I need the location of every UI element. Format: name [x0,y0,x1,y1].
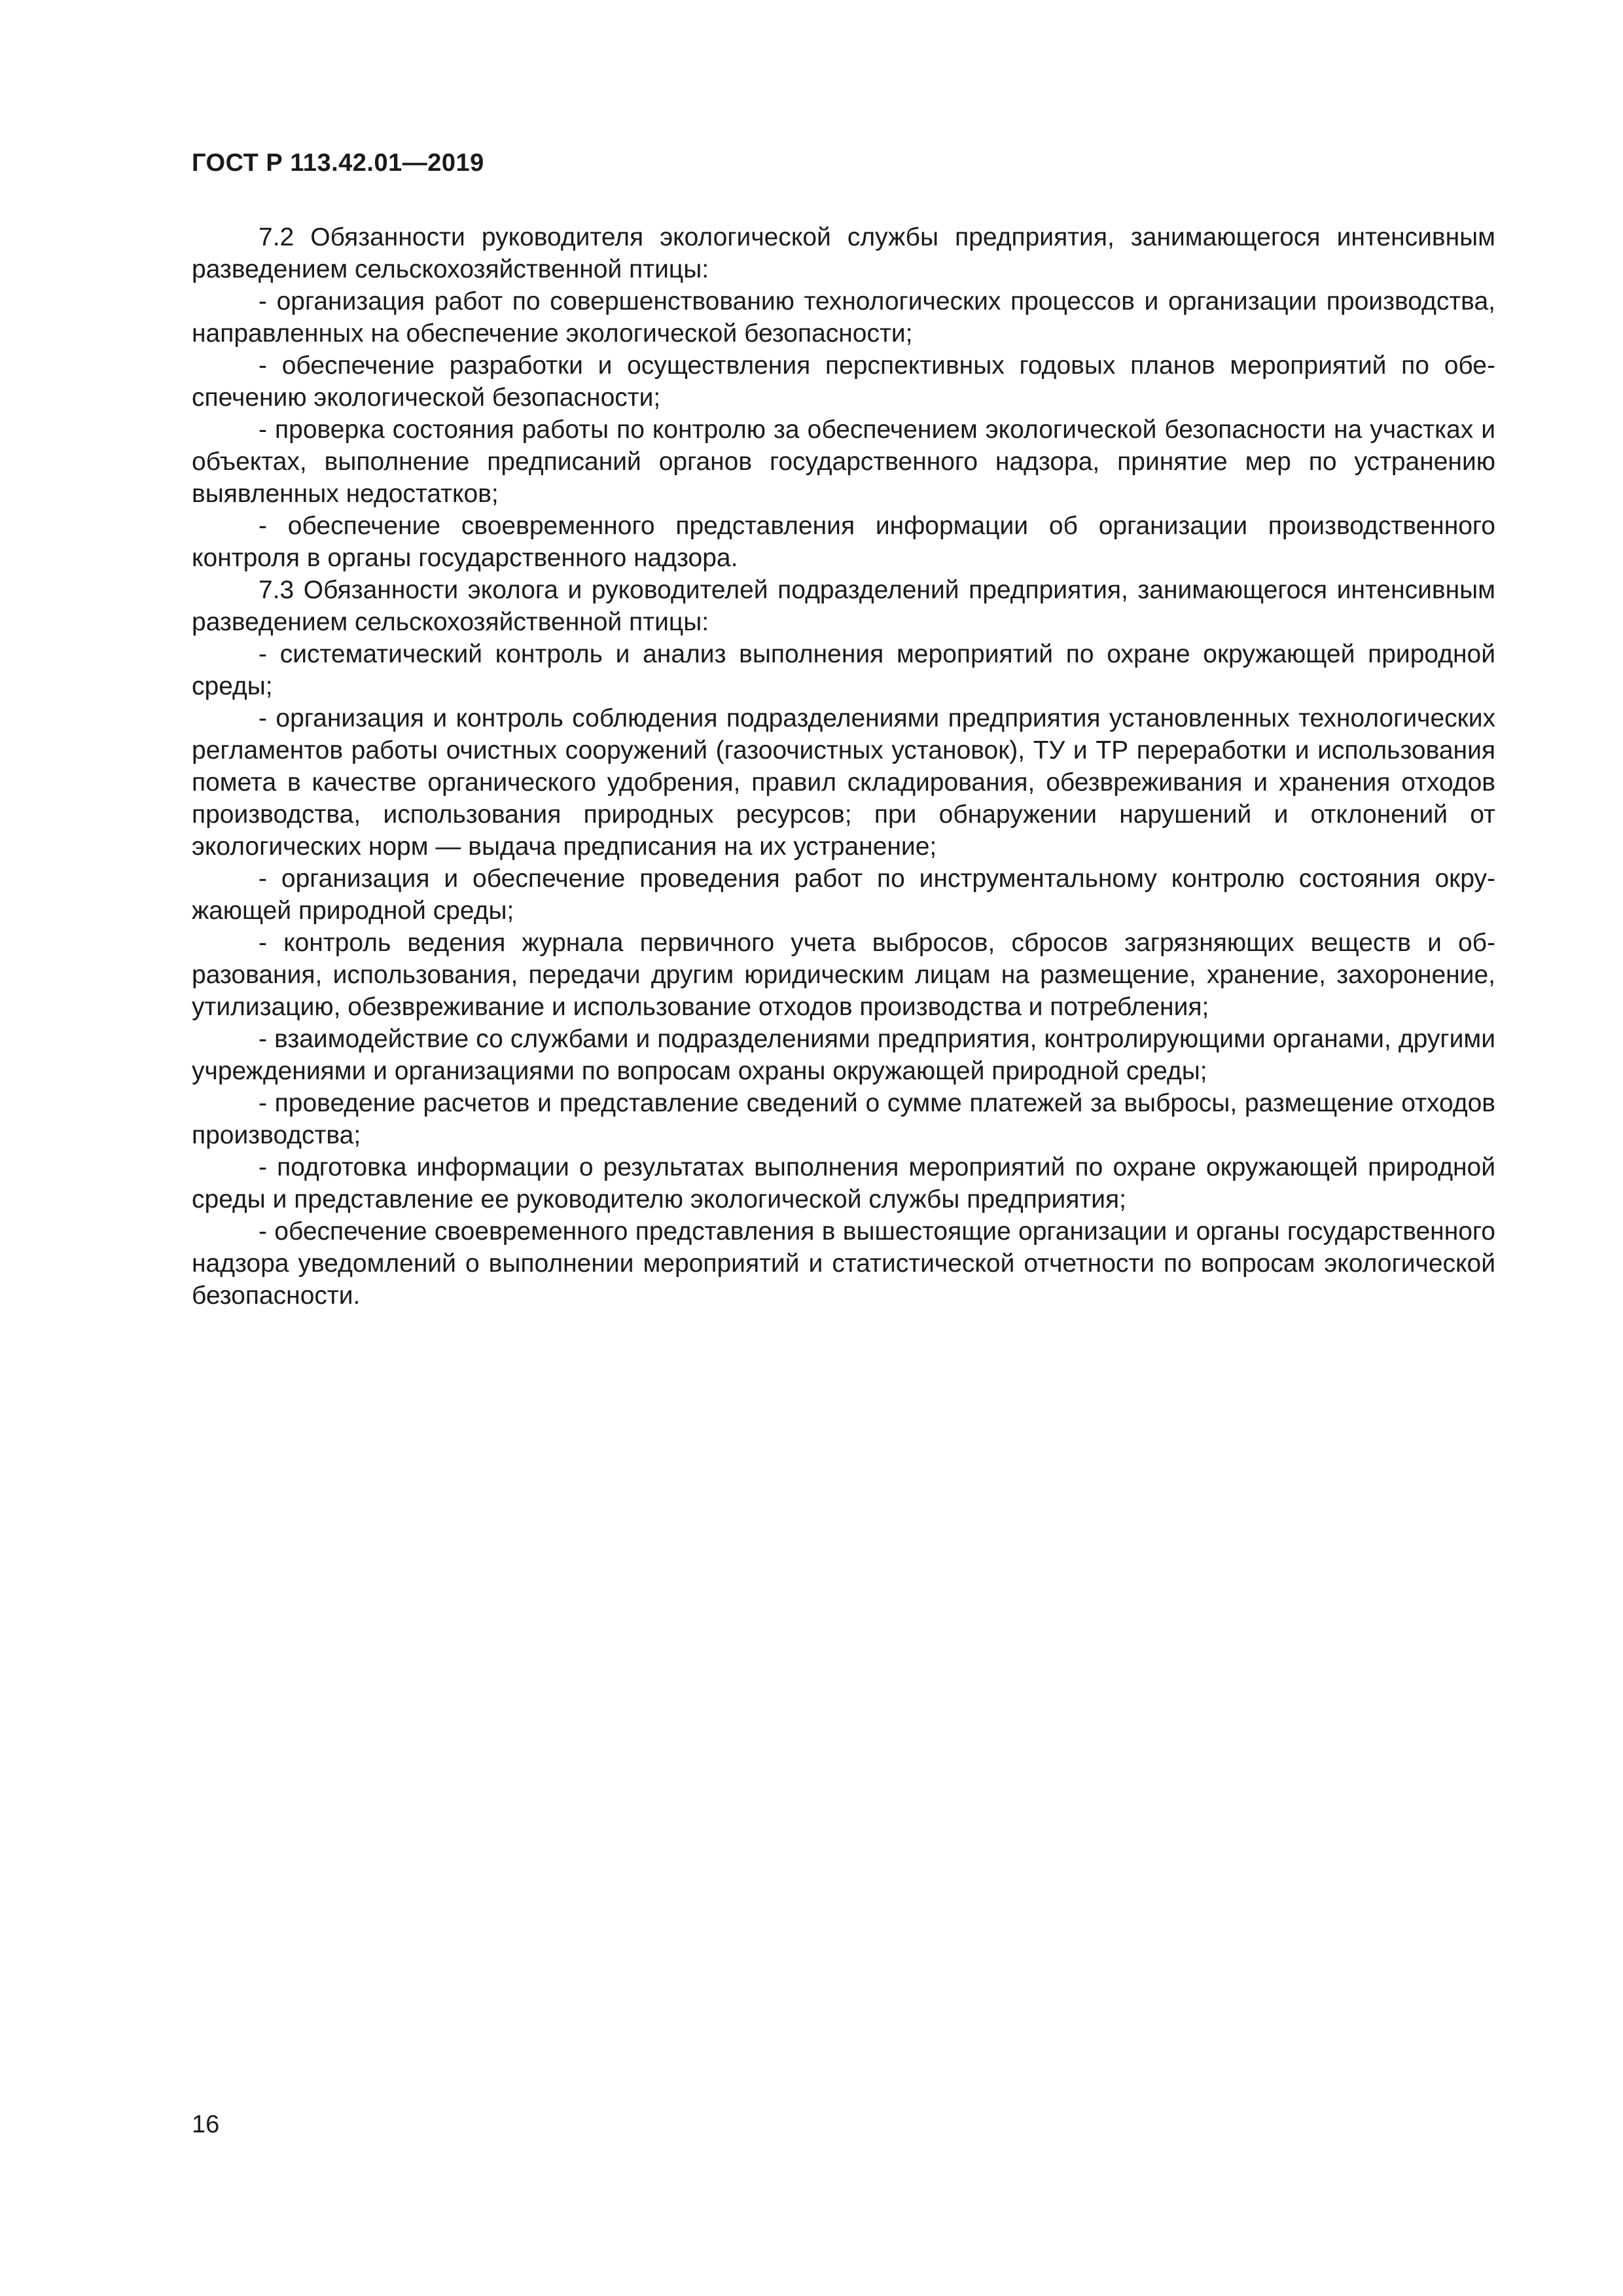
section-7-3-intro: 7.3 Обязанности эколога и руководителей подразделений предприятия, занимающегося интенсивным разведением сельскохозяйственной птицы: [192,576,1495,636]
section-7-3-item: - контроль ведения журнала первичного учета выбросов, сбросов загрязняющих веществ и образования, использования, передачи другим юридическим лицам на размещение, хранение, захоронение, утилизацию, обезвреживание и использование отходов производства и потребления; [192,929,1495,1021]
section-7-3-item: - подготовка информации о результатах выполнения мероприятий по охране окружающей природной среды и представление ее руководителю экологической службы предприятия; [192,1153,1495,1213]
section-7-3-item: - организация и обеспечение проведения работ по инструментальному контролю состояния окружающей природной среды; [192,865,1495,925]
section-7-2-item: - обеспечение своевременного представления информации об организации производственного контроля в органы государственного надзора. [192,512,1495,572]
section-7-3-item: - организация и контроль соблюдения подразделениями предприятия установленных технологических регламентов работы очистных сооружений (газоочистных установок), ТУ и ТР переработки и использования помета в качестве органического удобрения, правил складирования, обезвреживания и хранения отходов производства, использования природных ресурсов; при обнаружении нарушений и отклонений от экологических норм — выдача предписания на их устранение; [192,704,1495,861]
document-code-header: ГОСТ Р 113.42.01—2019 [192,149,484,177]
page-number: 16 [192,2111,220,2138]
section-7-3-item: - проведение расчетов и представление сведений о сумме платежей за выбросы, размещение отходов производства; [192,1089,1495,1149]
section-7-3-item: - обеспечение своевременного представления в вышестоящие организации и органы государственного надзора уведомлений о выполнении мероприятий и статистической отчетности по вопросам экологической безопасности. [192,1217,1495,1310]
document-body [192,221,1495,1312]
section-7-2-item: - организация работ по совершенствованию технологических процессов и организации производства, направленных на обеспечение экологической безопасности; [192,287,1495,348]
section-7-3-item: - систематический контроль и анализ выполнения мероприятий по охране окружающей природной среды; [192,640,1495,700]
section-7-3-item: - взаимодействие со службами и подразделениями предприятия, контролирующими органами, другими учреждениями и организациями по вопросам охраны окружающей природной среды; [192,1025,1495,1085]
section-7-2-item: - проверка состояния работы по контролю за обеспечением экологической безопасности на участках и объектах, выполнение предписаний органов государственного надзора, принятие мер по устранению выявленных недостатков; [192,416,1495,508]
section-7-2-intro: 7.2 Обязанности руководителя экологической службы предприятия, занимающегося интенсивным разведением сельскохозяйственной птицы: [192,223,1495,283]
section-7-2-item: - обеспечение разработки и осуществления перспективных годовых планов мероприятий по обеспечению экологической безопасности; [192,351,1495,412]
